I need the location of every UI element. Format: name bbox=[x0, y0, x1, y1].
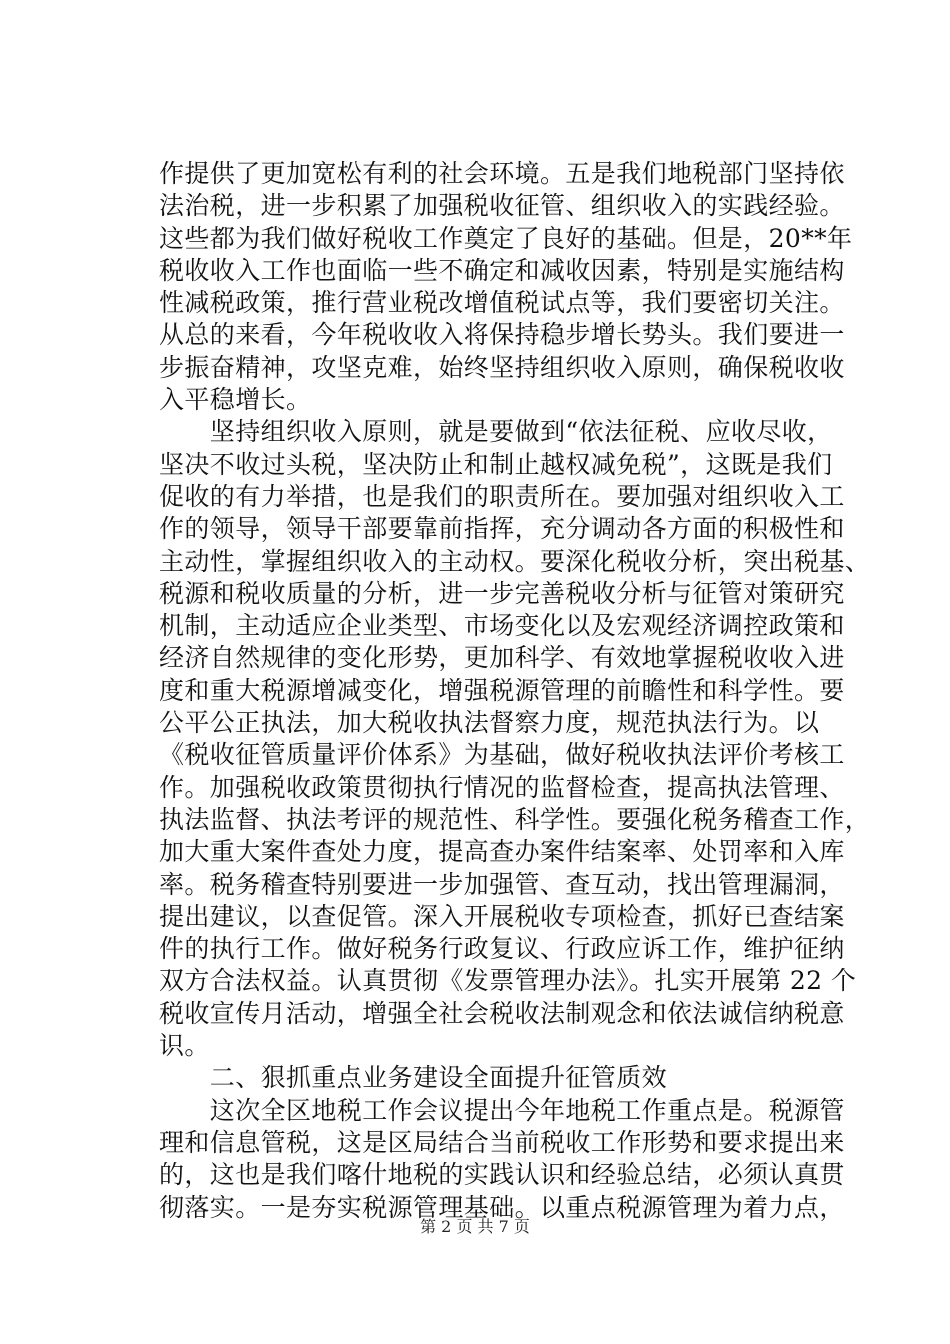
text-line: 作的领导，领导干部要靠前指挥，充分调动各方面的积极性和 bbox=[159, 514, 845, 544]
text-line: 加大重大案件查处力度，提高查办案件结案率、处罚率和入库 bbox=[159, 837, 845, 867]
text-line: 作。加强税收政策贯彻执行情况的监督检查，提高执法管理、 bbox=[159, 772, 845, 802]
text-line: 从总的来看，今年税收收入将保持稳步增长势头。我们要进一 bbox=[159, 320, 845, 350]
text-line: 税源和税收质量的分析，进一步完善税收分析与征管对策研究 bbox=[159, 578, 845, 608]
text-line: 性减税政策，推行营业税改增值税试点等，我们要密切关注。 bbox=[159, 288, 845, 318]
text-line: 法治税，进一步积累了加强税收征管、组织收入的实践经验。 bbox=[159, 191, 845, 221]
text-line: 经济自然规律的变化形势，更加科学、有效地掌握税收收入进 bbox=[159, 643, 845, 673]
text-line: 《税收征管质量评价体系》为基础，做好税收执法评价考核工 bbox=[159, 740, 845, 770]
text-line: 主动性，掌握组织收入的主动权。要深化税收分析，突出税基、 bbox=[159, 546, 871, 576]
text-line: 度和重大税源增减变化，增强税源管理的前瞻性和科学性。要 bbox=[159, 675, 845, 705]
text-line: 识。 bbox=[159, 1031, 210, 1061]
text-line: 率。税务稽查特别要进一步加强管、查互动，找出管理漏洞， bbox=[159, 869, 845, 899]
document-body bbox=[159, 158, 871, 1224]
text-line: 促收的有力举措，也是我们的职责所在。要加强对组织收入工 bbox=[159, 481, 845, 511]
text-line: 入平稳增长。 bbox=[159, 385, 312, 415]
text-line: 双方合法权益。认真贯彻《发票管理办法》。扎实开展第 22 个 bbox=[159, 966, 857, 996]
text-line: 坚决不收过头税，坚决防止和制止越权减免税”，这既是我们 bbox=[159, 449, 833, 479]
text-line: 步振奋精神，攻坚克难，始终坚持组织收入原则，确保税收收 bbox=[159, 352, 845, 382]
text-line: 的，这也是我们喀什地税的实践认识和经验总结，必须认真贯 bbox=[159, 1160, 845, 1190]
text-line: 税收宣传月活动，增强全社会税收法制观念和依法诚信纳税意 bbox=[159, 998, 845, 1028]
text-line: 执法监督、执法考评的规范性、科学性。要强化税务稽查工作， bbox=[159, 804, 871, 834]
text-line: 这些都为我们做好税收工作奠定了良好的基础。但是，20**年 bbox=[159, 223, 853, 253]
text-line: 件的执行工作。做好税务行政复议、行政应诉工作，维护征纳 bbox=[159, 934, 845, 964]
text-line: 机制，主动适应企业类型、市场变化以及宏观经济调控政策和 bbox=[159, 611, 845, 641]
section-heading: 二、狠抓重点业务建设全面提升征管质效 bbox=[159, 1063, 668, 1093]
text-line: 坚持组织收入原则，就是要做到“依法征税、应收尽收， bbox=[159, 417, 833, 447]
text-line: 理和信息管税，这是区局结合当前税收工作形势和要求提出来 bbox=[159, 1127, 845, 1157]
text-line: 提出建议，以查促管。深入开展税收专项检查，抓好已查结案 bbox=[159, 901, 845, 931]
page-footer: 第 2 页 共 7 页 bbox=[420, 1217, 530, 1236]
text-line: 彻落实。一是夯实税源管理基础。以重点税源管理为着力点， bbox=[159, 1192, 845, 1222]
text-line: 这次全区地税工作会议提出今年地税工作重点是。税源管 bbox=[159, 1095, 845, 1125]
text-line: 作提供了更加宽松有利的社会环境。五是我们地税部门坚持依 bbox=[159, 159, 845, 188]
text-line: 公平公正执法，加大税收执法督察力度，规范执法行为。以 bbox=[159, 708, 820, 738]
text-line: 税收收入工作也面临一些不确定和减收因素，特别是实施结构 bbox=[159, 255, 845, 285]
